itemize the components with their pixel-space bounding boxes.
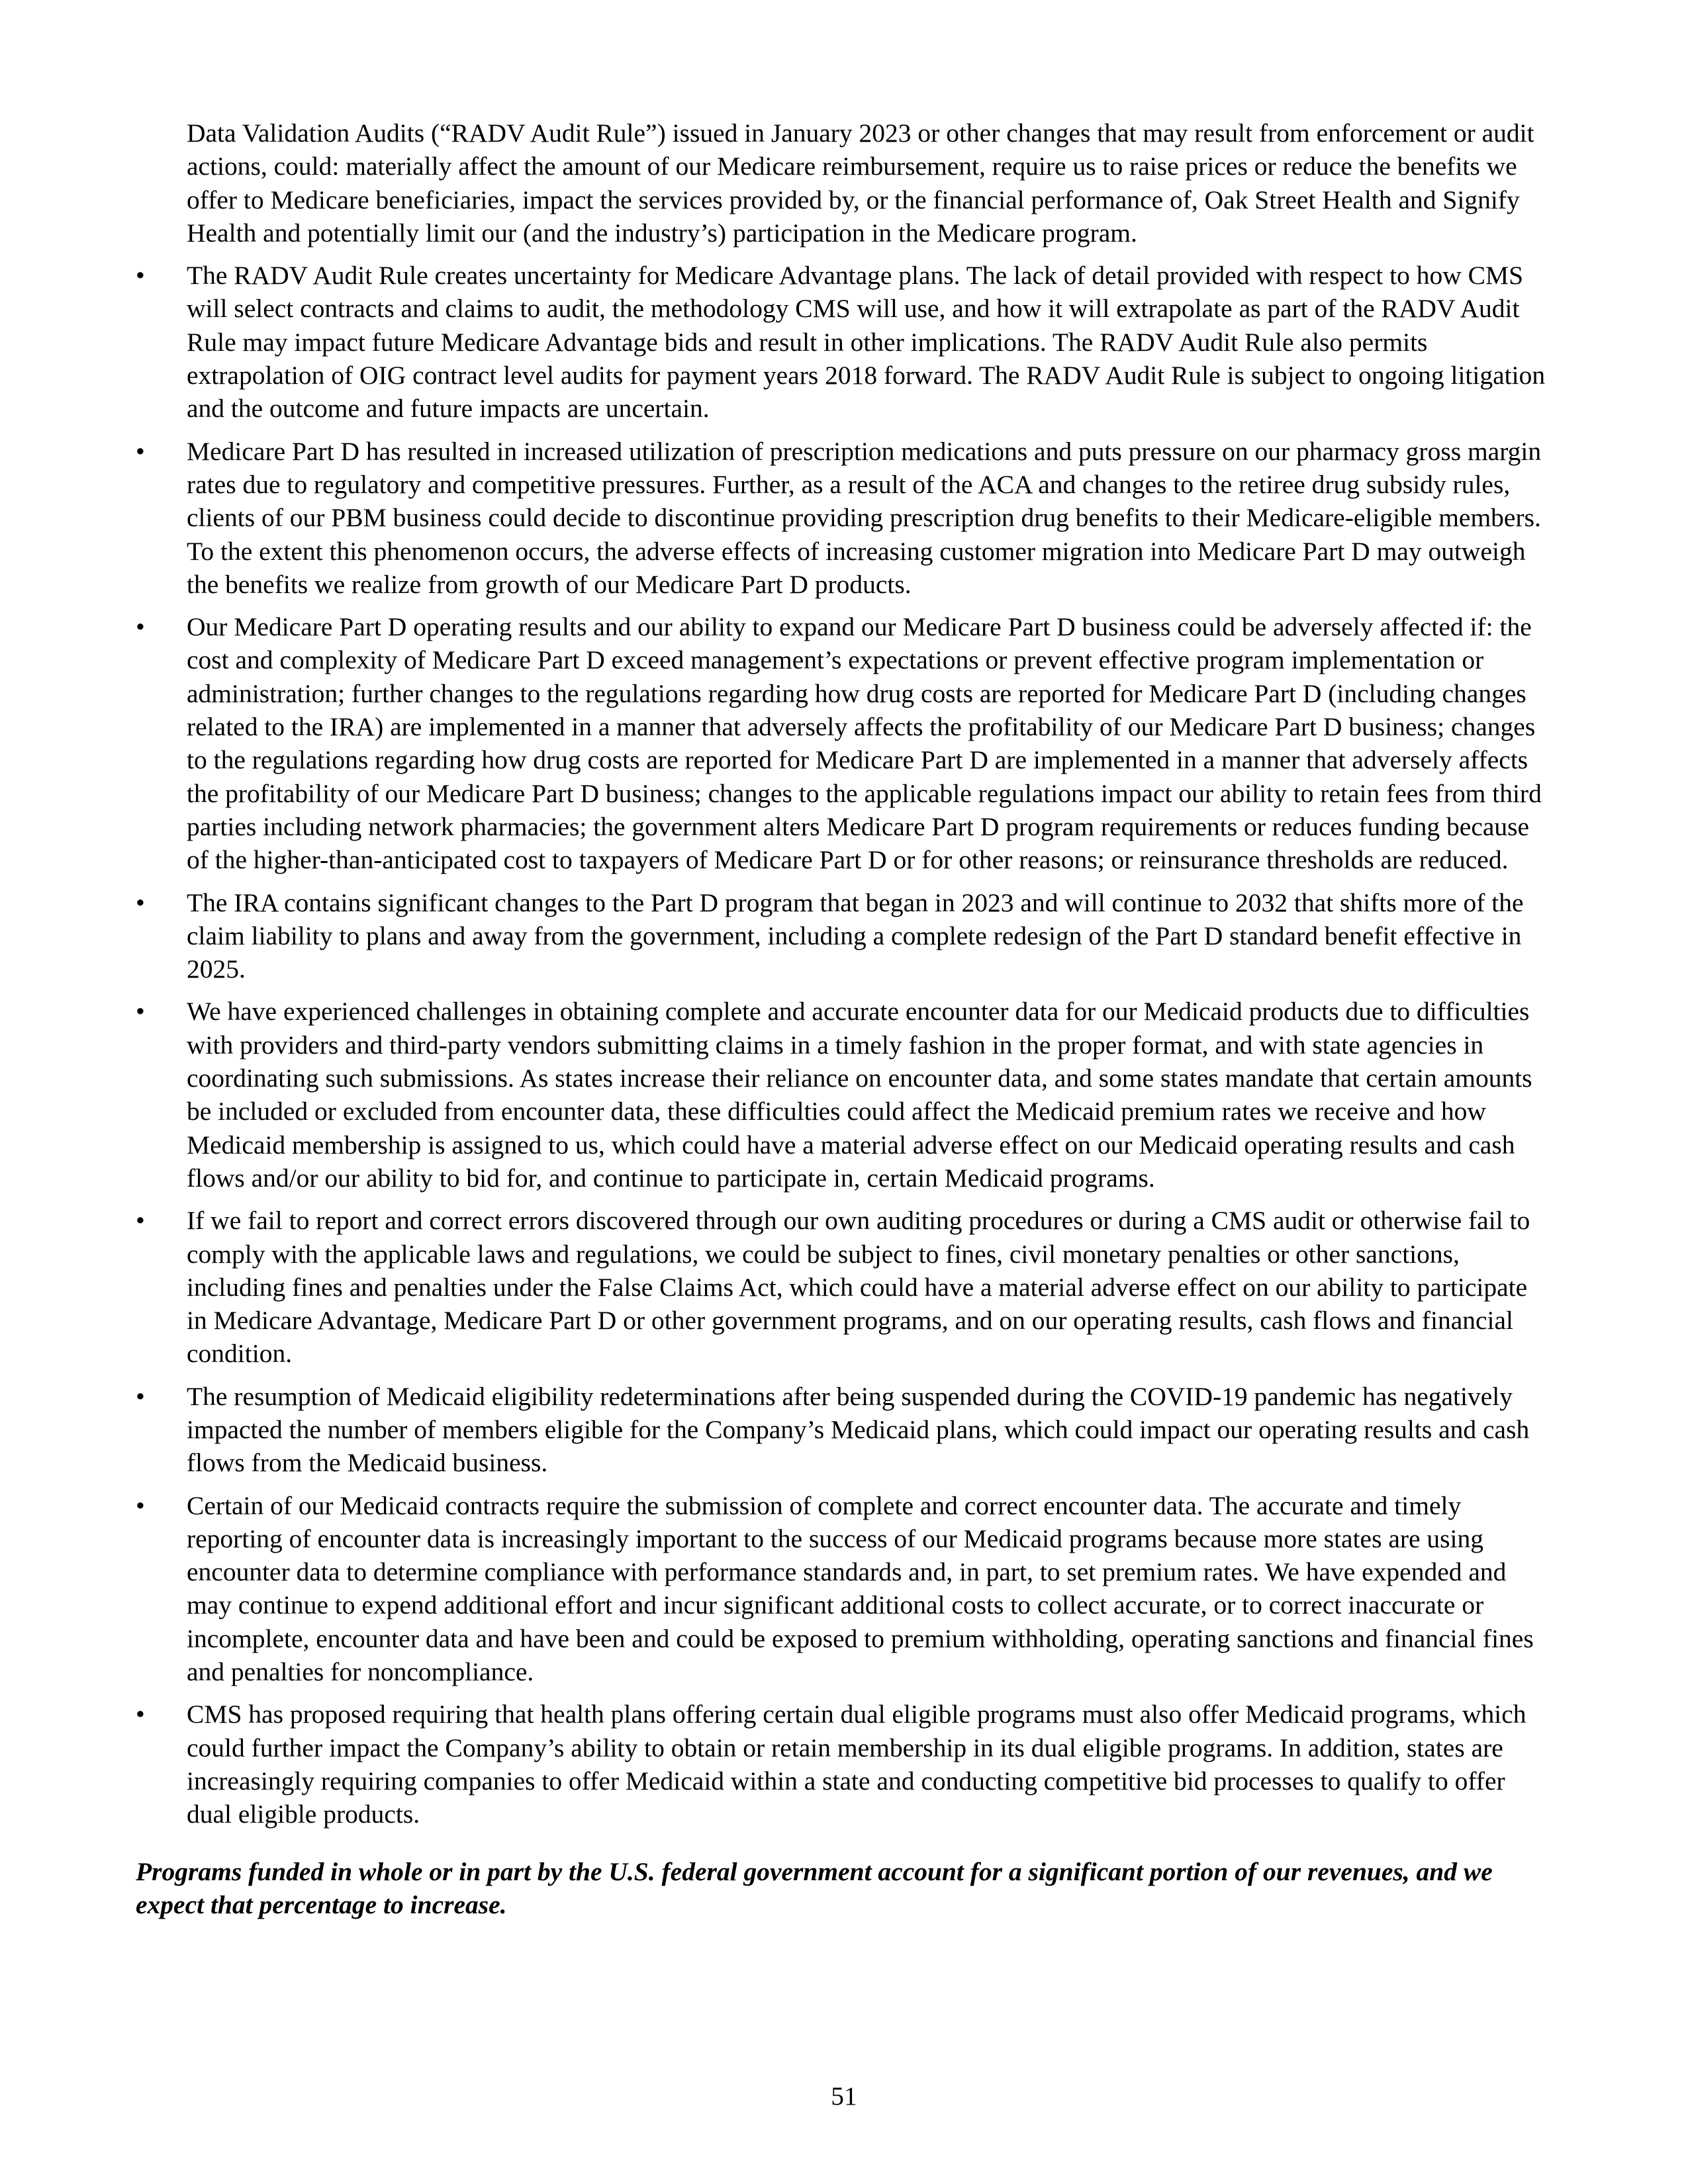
bullet-icon: •	[136, 436, 145, 466]
bullet-icon: •	[136, 1490, 145, 1520]
bullet-text: The resumption of Medicaid eligibility redeterminations after being suspended during the COVID-19 pandemic has negatively impacted the number of members eligible for the Company’s Medicaid plans, which could impact our operating results and cash flows from the Medicaid business.	[187, 1381, 1530, 1478]
bullet-item-part-d-utilization	[136, 435, 1552, 601]
bullet-text: Medicare Part D has resulted in increased utilization of prescription medications and puts pressure on our pharmacy gross margin rates due to regulatory and competitive pressures. Further, as a result of the ACA and changes to the retiree drug subsidy rules, clients of our PBM business could decide to discontinue providing prescription drug benefits to their Medicare-eligible members. To the extent this phenomenon occurs, the adverse effects of increasing customer migration into Medicare Part D may outweigh the benefits we realize from growth of our Medicare Part D products.	[187, 436, 1542, 599]
bullet-text: The RADV Audit Rule creates uncertainty for Medicare Advantage plans. The lack of detail provided with respect to how CMS will select contracts and claims to audit, the methodology CMS will use, and how it will extrapolate as part of the RADV Audit Rule may impact future Medicare Advantage bids and result in other implications. The RADV Audit Rule also permits extrapolation of OIG contract level audits for payment years 2018 forward. The RADV Audit Rule is subject to ongoing litigation and the outcome and future impacts are uncertain.	[187, 261, 1546, 424]
section-heading: Programs funded in whole or in part by the U.S. federal government account for a significant portion of our revenues, and we expect that percentage to increase.	[136, 1856, 1493, 1919]
bullet-item-dual-eligible-programs	[136, 1698, 1552, 1831]
bullet-icon: •	[136, 1206, 145, 1236]
bullet-item-medicaid-encounter-submission	[136, 1489, 1552, 1689]
bullet-text: The IRA contains significant changes to the Part D program that began in 2023 and will continue to 2032 that shifts more of the claim liability to plans and away from the government, including a complete redesign of the Part D standard benefit effective in 2025.	[187, 887, 1524, 984]
bullet-text: We have experienced challenges in obtaining complete and accurate encounter data for our Medicaid products due to difficulties with providers and third-party vendors submitting claims in a timely fashion in the proper format, and with state agencies in coordinating such submissions. As states increase their reliance on encounter data, and some states mandate that certain amounts be included or excluded from encounter data, these difficulties could affect the Medicaid premium rates we receive and how Medicaid membership is assigned to us, which could have a material adverse effect on our Medicaid operating results and cash flows and/or our ability to bid for, and continue to participate in, certain Medicaid programs.	[187, 997, 1532, 1193]
bullet-icon: •	[136, 887, 145, 917]
risk-bullet-list	[136, 259, 1552, 1831]
bullet-text: Our Medicare Part D operating results and our ability to expand our Medicare Part D business could be adversely affected if: the cost and complexity of Medicare Part D exceed management’s expectations or prevent effective program implementation or administration; further changes to the regulations regarding how drug costs are reported for Medicare Part D (including changes related to the IRA) are implemented in a manner that adversely affects the profitability of our Medicare Part D business; changes to the regulations regarding how drug costs are reported for Medicare Part D are implemented in a manner that adversely affects the profitability of our Medicare Part D business; changes to the applicable regulations impact our ability to retain fees from third parties including network pharmacies; the government alters Medicare Part D program requirements or reduces funding because of the higher-than-anticipated cost to taxpayers of Medicare Part D or for other reasons; or reinsurance thresholds are reduced.	[187, 612, 1542, 875]
bullet-text: Certain of our Medicaid contracts require the submission of complete and correct encounter data. The accurate and timely reporting of encounter data is increasingly important to the success of our Medicaid programs because more states are using encounter data to determine compliance with performance standards and, in part, to set premium rates. We have expended and may continue to expend additional effort and incur significant additional costs to collect accurate, or to correct inaccurate or incomplete, encounter data and have been and could be exposed to premium withholding, operating sanctions and financial fines and penalties for noncompliance.	[187, 1490, 1534, 1687]
bullet-icon: •	[136, 997, 145, 1026]
bullet-item-ira-part-d-changes	[136, 886, 1552, 986]
bullet-icon: •	[136, 1381, 145, 1411]
bullet-text: CMS has proposed requiring that health plans offering certain dual eligible programs must also offer Medicaid programs, which could further impact the Company’s ability to obtain or retain membership in its dual eligible programs. In addition, states are increasingly requiring companies to offer Medicaid within a state and conducting competitive bid processes to qualify to offer dual eligible products.	[187, 1700, 1526, 1829]
intro-paragraph: Data Validation Audits (“RADV Audit Rule”) issued in January 2023 or other changes that may result from enforcement or audit actions, could: materially affect the amount of our Medicare reimbursement, require us to raise prices or reduce the benefits we offer to Medicare beneficiaries, impact the services provided by, or the financial performance of, Oak Street Health and Signify Health and potentially limit our (and the industry’s) participation in the Medicare program.	[187, 118, 1534, 248]
bullet-item-radv-audit-rule	[136, 259, 1552, 425]
bullet-text: If we fail to report and correct errors discovered through our own auditing procedures or during a CMS audit or otherwise fail to comply with the applicable laws and regulations, we could be subject to fines, civil monetary penalties or other sanctions, including fines and penalties under the False Claims Act, which could have a material adverse effect on our ability to participate in Medicare Advantage, Medicare Part D or other government programs, and on our operating results, cash flows and financial condition.	[187, 1206, 1530, 1369]
bullet-item-encounter-data-challenges	[136, 995, 1552, 1195]
bullet-icon: •	[136, 1700, 145, 1729]
bullet-item-part-d-operating-results	[136, 610, 1552, 876]
bullet-item-medicaid-redeterminations	[136, 1380, 1552, 1480]
bullet-icon: •	[136, 612, 145, 642]
page-content	[136, 116, 1552, 1948]
bullet-item-audit-errors	[136, 1204, 1552, 1370]
bullet-icon: •	[136, 261, 145, 291]
page-number: 51	[831, 2081, 857, 2111]
